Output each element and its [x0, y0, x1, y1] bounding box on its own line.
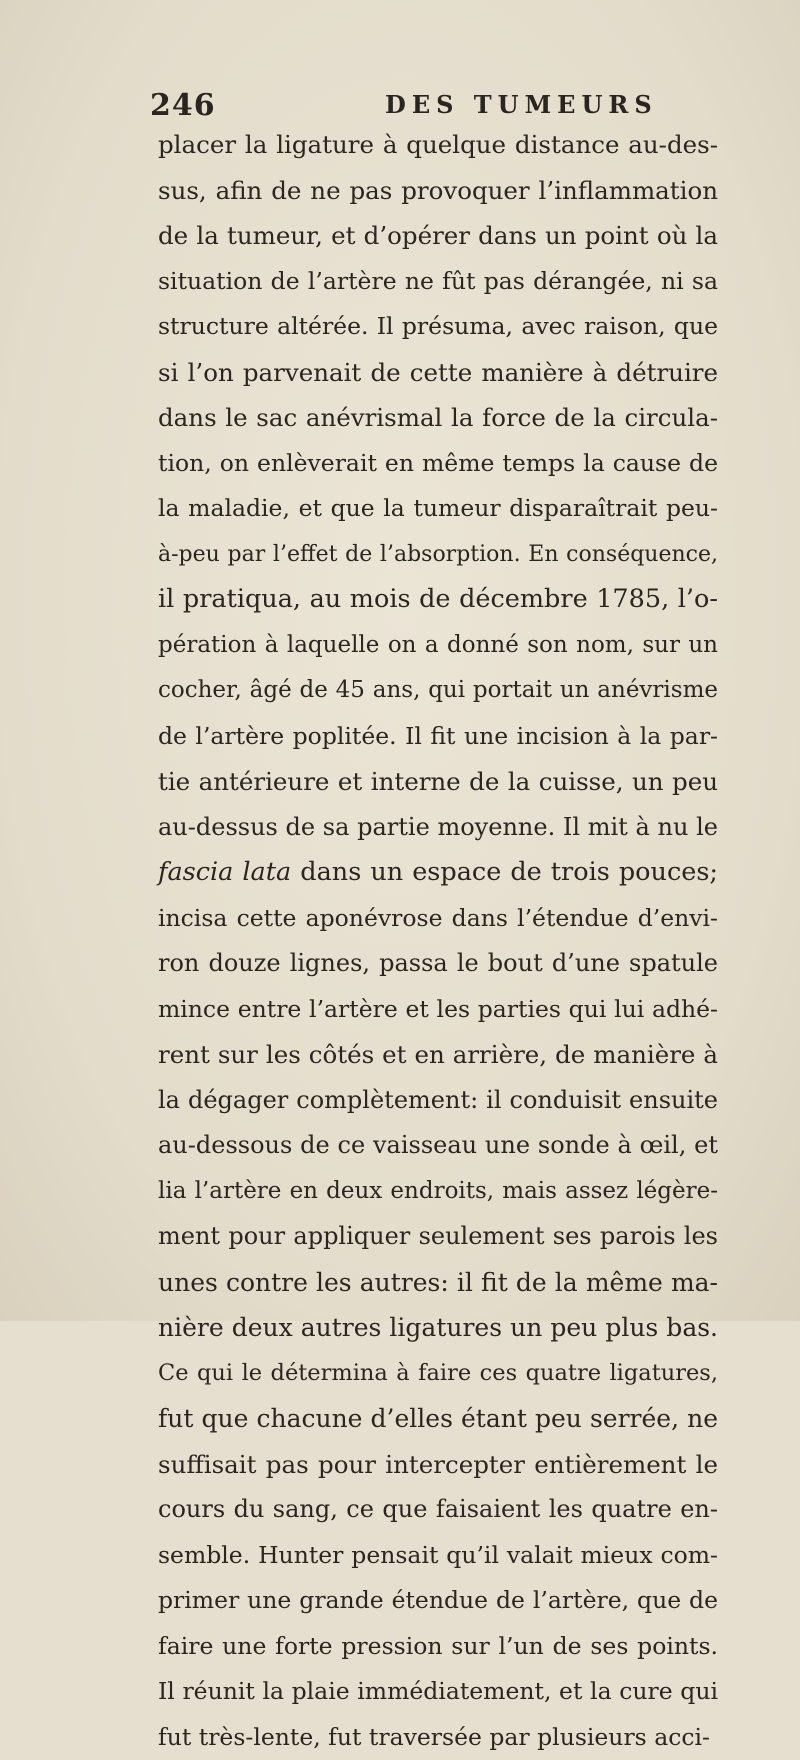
text-line: sus, afin de ne pas provoquer l’inflammation [158, 168, 718, 214]
text-line: de la tumeur, et d’opérer dans un point où la [158, 213, 718, 259]
text-line: faire une forte pression sur l’un de ses points. [158, 1624, 718, 1670]
text-line: mince entre l’artère et les parties qui lui adhé- [158, 987, 718, 1033]
text-line: Ce qui le détermina à faire ces quatre ligatures, [158, 1351, 718, 1397]
text-line: incisa cette aponévrose dans l’étendue d’envi- [158, 896, 718, 942]
text-line: si l’on parvenait de cette manière à détruire [158, 350, 718, 396]
text-line: la dégager complètement: il conduisit ensuite [158, 1078, 718, 1124]
text-line: fut très-lente, fut traversée par plusieurs acci- [158, 1715, 718, 1760]
text-line: la maladie, et que la tumeur disparaîtrait peu- [158, 486, 718, 532]
text-line: situation de l’artère ne fût pas dérangée, ni sa [158, 259, 718, 305]
latin-term: fascia lata [158, 857, 291, 887]
text-line: il pratiqua, au mois de décembre 1785, l’o- [158, 577, 718, 623]
text-line: unes contre les autres: il fit de la même ma- [158, 1260, 718, 1306]
text-line: ron douze lignes, passa le bout d’une spatule [158, 941, 718, 987]
running-title: DES TUMEURS [385, 90, 658, 119]
text-line: tie antérieure et interne de la cuisse, un peu [158, 759, 718, 805]
text-line: Il réunit la plaie immédiatement, et la cure qui [158, 1669, 718, 1715]
text-line: dans le sac anévrismal la force de la circula- [158, 395, 718, 441]
text-line: de l’artère poplitée. Il fit une incision à la par- [158, 714, 718, 760]
text-line: semble. Hunter pensait qu’il valait mieux com- [158, 1533, 718, 1579]
text-line: lia l’artère en deux endroits, mais assez légère- [158, 1169, 718, 1215]
text-line: ment pour appliquer seulement ses parois les [158, 1214, 718, 1260]
text-line: suffisait pas pour intercepter entièrement le [158, 1442, 718, 1488]
text-line: cocher, âgé de 45 ans, qui portait un anévrisme [158, 668, 718, 714]
text-line: placer la ligature à quelque distance au-des- [158, 122, 718, 168]
text-line: cours du sang, ce que faisaient les quatre en- [158, 1487, 718, 1533]
text-line: tion, on enlèverait en même temps la cause de [158, 441, 718, 487]
text-line: pération à laquelle on a donné son nom, sur un [158, 623, 718, 669]
text-line: fut que chacune d’elles étant peu serrée, ne [158, 1396, 718, 1442]
text-line: structure altérée. Il présuma, avec raison, que [158, 304, 718, 350]
body-text [158, 122, 718, 1760]
text-line: primer une grande étendue de l’artère, que de [158, 1578, 718, 1624]
text-line: au-dessous de ce vaisseau une sonde à œil, et [158, 1123, 718, 1169]
page-number: 246 [150, 88, 216, 123]
text-line: rent sur les côtés et en arrière, de manière à [158, 1032, 718, 1078]
text-line: au-dessus de sa partie moyenne. Il mit à nu le [158, 805, 718, 851]
text-line: nière deux autres ligatures un peu plus bas. [158, 1305, 718, 1351]
text-line: fascia lata dans un espace de trois pouces; [158, 850, 718, 896]
text-line: à-peu par l’effet de l’absorption. En conséquence, [158, 532, 718, 578]
